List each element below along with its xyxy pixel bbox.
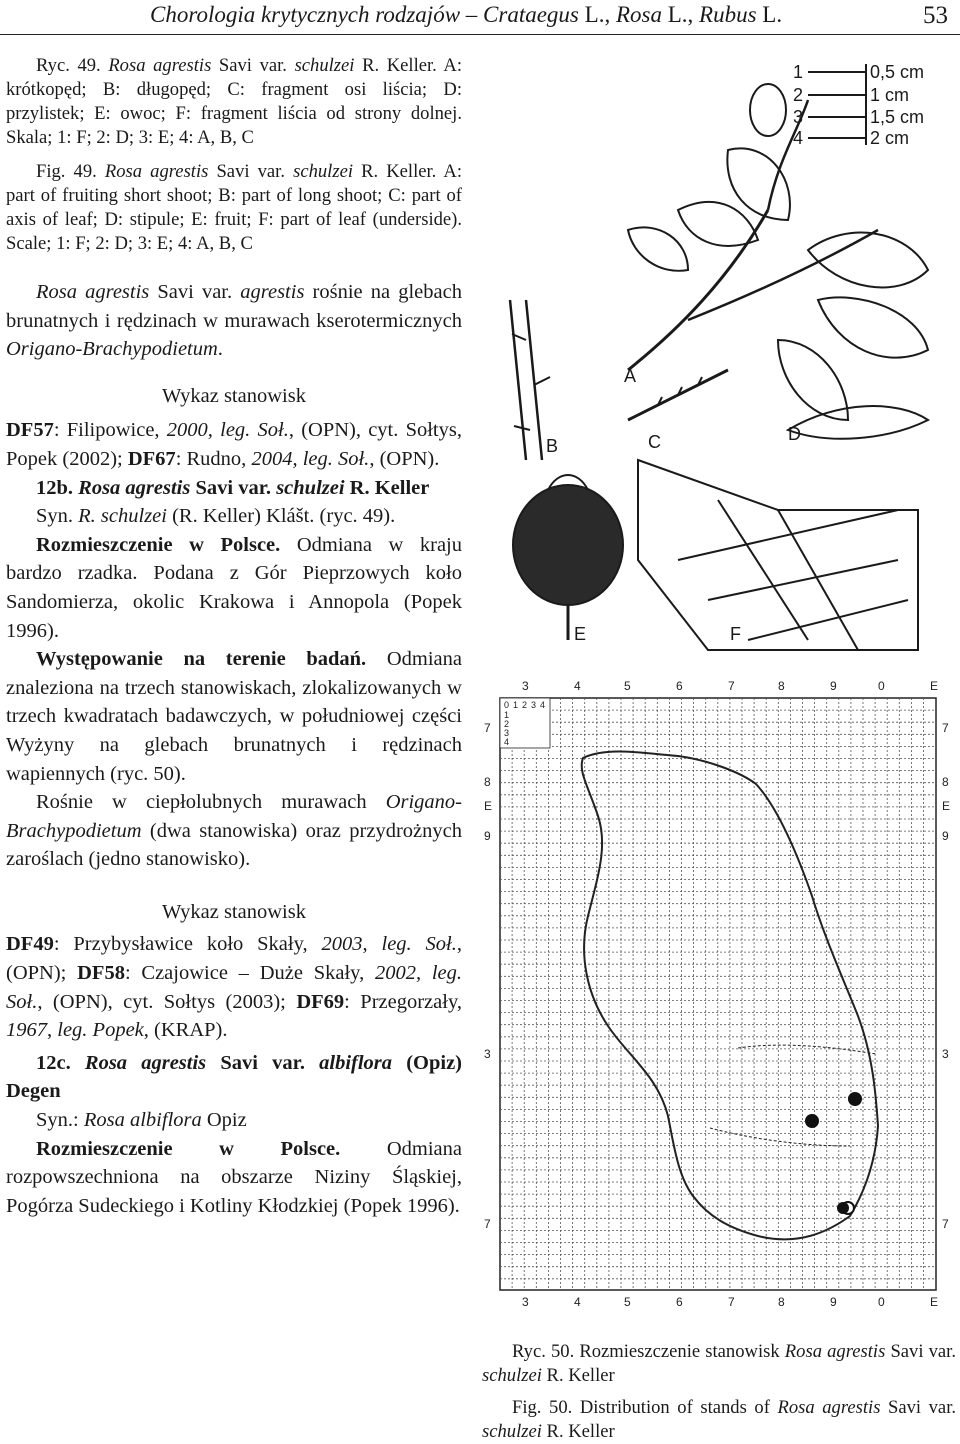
map-bottom-label: 4: [574, 1295, 581, 1309]
scale-num-1: 1: [793, 62, 804, 82]
map-right-label: 7: [942, 721, 949, 735]
fig50-captions: [482, 1340, 956, 1444]
para-agrestis: Rosa agrestis Savi var. agrestis rośnie na glebach brunatnych i rędzinach w murawach kserotermicznych Origano-Brachypodietum.: [6, 281, 462, 361]
map-left-label: 9: [484, 829, 491, 843]
map-left-label: 7: [484, 721, 491, 735]
wykaz-heading-2: Wykaz stanowisk: [162, 900, 306, 923]
fig-label-d: D: [788, 424, 801, 444]
scale-num-3: 3: [793, 107, 804, 127]
map-top-label: 9: [830, 679, 837, 693]
scale-label-2: 1 cm: [870, 85, 910, 105]
map-right-label: E: [942, 799, 951, 813]
map-bottom-label: 5: [624, 1295, 631, 1309]
map-top-label: 8: [778, 679, 785, 693]
fig-label-c: C: [648, 432, 661, 452]
fig-label-f: F: [730, 624, 741, 644]
map-top-label: E: [930, 679, 939, 693]
key-row-4: 4: [504, 737, 510, 747]
key-col-2: 2: [522, 700, 528, 710]
fig-label-e: E: [574, 624, 587, 644]
key-col-0: 0: [504, 700, 510, 710]
stand-dot: [837, 1202, 849, 1214]
scale-label-1: 0,5 cm: [870, 62, 925, 82]
map-bottom-label: 7: [728, 1295, 735, 1309]
wykaz-heading-1: Wykaz stanowisk: [162, 384, 306, 407]
scale-num-2: 2: [793, 85, 804, 105]
running-title: Chorologia krytycznych rodzajów – Crataegus L., Rosa L., Rubus L.: [150, 2, 783, 27]
map-bottom-label: 6: [676, 1295, 683, 1309]
stand-dot: [805, 1114, 819, 1128]
map-bottom-label: 0: [878, 1295, 885, 1309]
stand-dot: [848, 1092, 862, 1106]
map-grid: [500, 698, 936, 1290]
fig49-illustration: [478, 40, 956, 680]
section-12c-title: 12c. Rosa agrestis Savi var. albiflora (Opiz) Degen: [6, 1051, 462, 1103]
map-bottom-label: 8: [778, 1295, 785, 1309]
section-12b-wyst: Występowanie na terenie badań. Odmiana znaleziona na trzech stanowiskach, zlokalizowanych w trzech kwadratach badawczych, w południowej części Wyżyny na glebach brunatnych i rędzinach wapiennych (ryc. 50).: [6, 648, 462, 785]
fig49-caption-en: Fig. 49. Rosa agrestis Savi var. schulzei R. Keller. A: part of fruiting short shoot; B: part of long shoot; C: part of axis of leaf; D: stipule; E: fruit; F: part of leaf (underside). Scale; 1: F; 2: D; 3: E; 4: A, B, C: [6, 161, 462, 254]
key-col-3: 3: [531, 700, 537, 710]
wykaz-1: DF57: Filipowice, 2000, leg. Soł., (OPN), cyt. Sołtys, Popek (2002); DF67: Rudno, 2004, leg. Soł., (OPN).: [6, 419, 462, 470]
wykaz-2: DF49: Przybysławice koło Skały, 2003, leg. Soł., (OPN); DF58: Czajowice – Duże Skały, 2002, leg. Soł., (OPN), cyt. Sołtys (2003); DF69: Przegorzały, 1967, leg. Popek, (KRAP).: [6, 933, 463, 1042]
key-row-1: 1: [504, 710, 510, 720]
key-row-3: 3: [504, 728, 510, 738]
key-col-4: 4: [540, 700, 546, 710]
map-right-label: 7: [942, 1217, 949, 1231]
map-left-label: 7: [484, 1217, 491, 1231]
section-12b-title: 12b. Rosa agrestis Savi var. schulzei R. Keller: [36, 476, 430, 499]
map-bottom-label: E: [930, 1295, 939, 1309]
map-top-label: 0: [878, 679, 885, 693]
section-12c-rozm: Rozmieszczenie w Polsce. Odmiana rozpowszechniona na obszarze Niziny Śląskiej, Pogórza Sudeckiego i Kotliny Kłodzkiej (Popek 1996).: [6, 1137, 462, 1217]
scale-label-3: 1,5 cm: [870, 107, 925, 127]
map-right-label: 8: [942, 775, 949, 789]
fig-label-b: B: [546, 436, 559, 456]
header-rule: [0, 34, 960, 35]
main-text: [6, 278, 462, 1220]
key-row-2: 2: [504, 719, 510, 729]
fig50-caption-pl: Ryc. 50. Rozmieszczenie stanowisk Rosa agrestis Savi var. schulzei R. Keller: [482, 1341, 956, 1386]
map-left-label: 3: [484, 1047, 491, 1061]
map-bottom-label: 9: [830, 1295, 837, 1309]
section-12b-rozm: Rozmieszczenie w Polsce. Odmiana w kraju bardzo rzadka. Podana z Gór Pieprzowych koło Sandomierza, okolic Krakowa i Annopola (Popek 1996).: [6, 533, 463, 642]
map-right-label: 9: [942, 829, 949, 843]
map-top-label: 5: [624, 679, 631, 693]
map-right-label: 3: [942, 1047, 949, 1061]
scale-num-4: 4: [793, 128, 804, 148]
map-top-label: 3: [522, 679, 529, 693]
map-left-label: E: [484, 799, 493, 813]
fig50-map: [478, 676, 958, 1310]
map-top-label: 6: [676, 679, 683, 693]
section-12b-habitat: Rośnie w ciepłolubnych murawach Origano-Brachypodietum (dwa stanowiska) oraz przydrożnych zaroślach (jedno stanowisko).: [6, 791, 462, 871]
section-12b-syn: Syn. R. schulzei (R. Keller) Klášt. (ryc. 49).: [36, 505, 396, 528]
map-left-label: 8: [484, 775, 491, 789]
scale-bars: [808, 64, 866, 145]
running-header: [0, 0, 960, 36]
fig50-caption-en: Fig. 50. Distribution of stands of Rosa agrestis Savi var. schulzei R. Keller: [482, 1397, 957, 1442]
fig49-caption-pl: Ryc. 49. Rosa agrestis Savi var. schulzei R. Keller. A: krótkopęd; B: długopęd; C: fragment osi liścia; D: przylistek; E: owoc; F: fragment liścia od strony dolnej. Skala; 1: F; 2: D; 3: E; 4: A, B, C: [6, 55, 462, 148]
map-top-label: 4: [574, 679, 581, 693]
key-col-1: 1: [513, 700, 519, 710]
fig-label-a: A: [624, 366, 637, 386]
map-top-label: 7: [728, 679, 735, 693]
scale-label-4: 2 cm: [870, 128, 910, 148]
page-number: 53: [923, 2, 948, 29]
section-12c-syn: Syn.: Rosa albiflora Opiz: [36, 1109, 247, 1132]
map-bottom-label: 3: [522, 1295, 529, 1309]
